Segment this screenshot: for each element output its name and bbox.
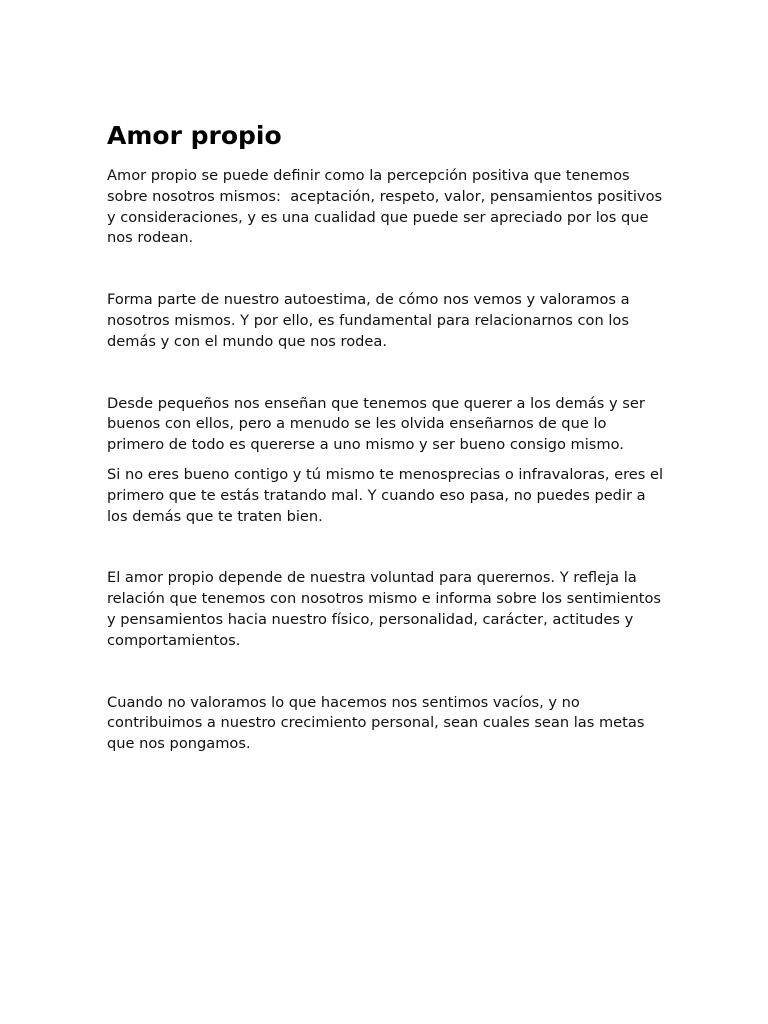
paragraph-childhood: Desde pequeños nos enseñan que tenemos que querer a los demás y ser buenos con ellos, pero a menudo se les olvida enseñarnos de que lo primero de todo es quererse a uno mismo y ser bueno consigo mismo. <box>107 394 650 454</box>
paragraph-growth: Cuando no valoramos lo que hacemos nos sentimos vacíos, y no contribuimos a nuestro crecimiento personal, sean cuales sean las metas que nos pongamos. <box>107 693 650 753</box>
document-body <box>107 120 667 755</box>
paragraph-definition: Amor propio se puede definir como la percepción positiva que tenemos sobre nosotros mismos: aceptación, respeto, valor, pensamientos positivos y consideraciones, y es una cualidad que puede ser apreciado por los que nos rodean. <box>107 167 667 247</box>
paragraph-will: El amor propio depende de nuestra voluntad para querernos. Y refleja la relación que tenemos con nosotros mismo e informa sobre los sentimientos y pensamientos hacia nuestro físico, personalidad, carácter, actitudes y comportamientos. <box>107 569 666 649</box>
document-title: Amor propio <box>107 121 282 150</box>
paragraph-self-treatment: Si no eres bueno contigo y tú mismo te menosprecias o infravaloras, eres el primero que te estás tratando mal. Y cuando eso pasa, no puedes pedir a los demás que te traten bien. <box>107 465 668 525</box>
paragraph-self-esteem: Forma parte de nuestro autoestima, de cómo nos vemos y valoramos a nosotros mismos. Y por ello, es fundamental para relacionarnos con los demás y con el mundo que nos rodea. <box>107 291 635 350</box>
